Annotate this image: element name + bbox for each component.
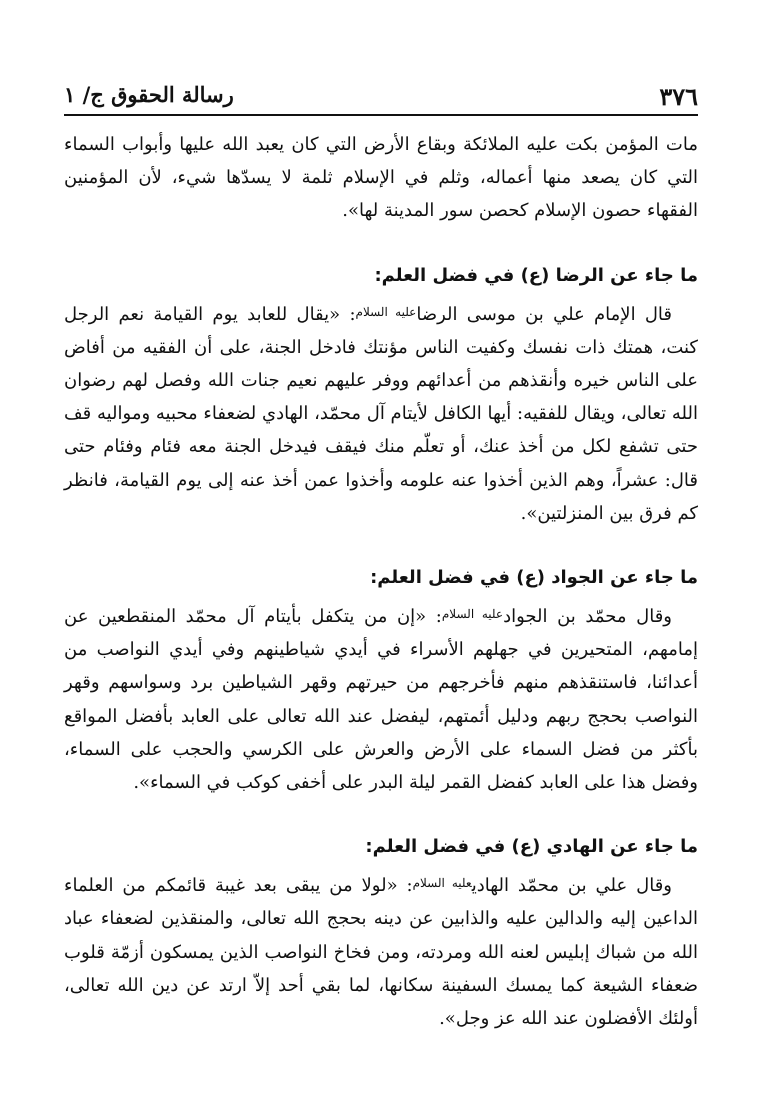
page-number: ٣٧٦ (659, 82, 698, 111)
section-heading-rida: ما جاء عن الرضا (ع) في فضل العلم: (374, 264, 698, 286)
section-heading-hadi: ما جاء عن الهادي (ع) في فضل العلم: (365, 836, 698, 858)
honorific-mark: عليه السلام (441, 607, 504, 622)
page-content (64, 128, 698, 1035)
paragraph-hadi (64, 867, 698, 1035)
running-title: رسالة الحقوق ج/ ١ (64, 82, 234, 107)
paragraph-jawad-quote: : «إن من يتكفل بأيتام آل محمّد المنقطعين عن إمامهم، المتحيرين في جهلهم الأسراء في أيدي شياطينهم وفي أيدي النواصب من أعدائنا، فاستنقذهم منهم فأخرجهم من حيرتهم وقهر الشياطين برد وسواسهم وقهر النواصب بحجج ربهم ودليل أئمتهم، ليفضل عند الله تعالى على العابد بأفضل المواقع بأكثر من فضل السماء على الأرض والعرش على الكرسي والحجب على السماء، وفضل هذا على العابد كفضل القمر ليلة البدر على أخفى كوكب في السماء». (64, 606, 698, 794)
paragraph-rida (64, 296, 698, 530)
paragraph-jawad (64, 598, 698, 799)
honorific-mark: عليه السلام (355, 304, 417, 319)
paragraph-jawad-intro: وقال محمّد بن الجواد (503, 606, 673, 628)
paragraph-continuation: مات المؤمن بكت عليه الملائكة وبقاع الأرض التي كان يعبد الله عليها وأبواب السماء التي كان يصعد منها أعماله، وثلم في الإسلام ثلمة لا يسدّها شيء، لأن المؤمنين الفقهاء حصون الإسلام كحصن سور المدينة لها». (64, 134, 698, 222)
paragraph-rida-quote: : «يقال للعابد يوم القيامة نعم الرجل كنت، همتك ذات نفسك وكفيت الناس مؤنتك فادخل الجنة، على أن الفقيه من أفاض على الناس خيره وأنقذهم من أعدائهم ووفر عليهم نعيم جنات الله وفصل لهم رضوان الله تعالى، ويقال للفقيه: أيها الكافل لأيتام آل محمّد، الهادي لضعفاء محبيه ومواليه قف حتى تشفع لكل من أخذ عنك، أو تعلّم منك فيقف فيدخل الجنة معه فئام وفئام حتى قال: عشراً، وهم الذين أخذوا عنه علومه وأخذوا عمن أخذ عنه إلى يوم القيامة، فانظر كم فرق بين المنزلتين». (64, 303, 698, 524)
header-rule (64, 114, 698, 116)
page-header (64, 78, 698, 114)
paragraph-rida-intro: قال الإمام علي بن موسى الرضا (416, 303, 673, 325)
paragraph-hadi-quote: : «لولا من يبقى بعد غيبة قائمكم من العلماء الداعين إليه والدالين عليه والذابين عن دينه بحجج الله تعالى، والمنقذين لضعفاء عباد الله من شباك إبليس لعنه الله ومردته، ومن فخاخ النواصب الذين يمسكون أزمّة قلوب ضعفاء الشيعة كما يمسك السفينة سكانها، لما بقي أحد إلاّ ارتد عن دين الله تعالى، أولئك الأفضلون عند الله عز وجل». (64, 875, 698, 1030)
paragraph-hadi-intro: وقال علي بن محمّد الهادي (471, 875, 672, 897)
section-heading-jawad: ما جاء عن الجواد (ع) في فضل العلم: (370, 567, 698, 589)
honorific-mark: عليه السلام (412, 876, 472, 891)
